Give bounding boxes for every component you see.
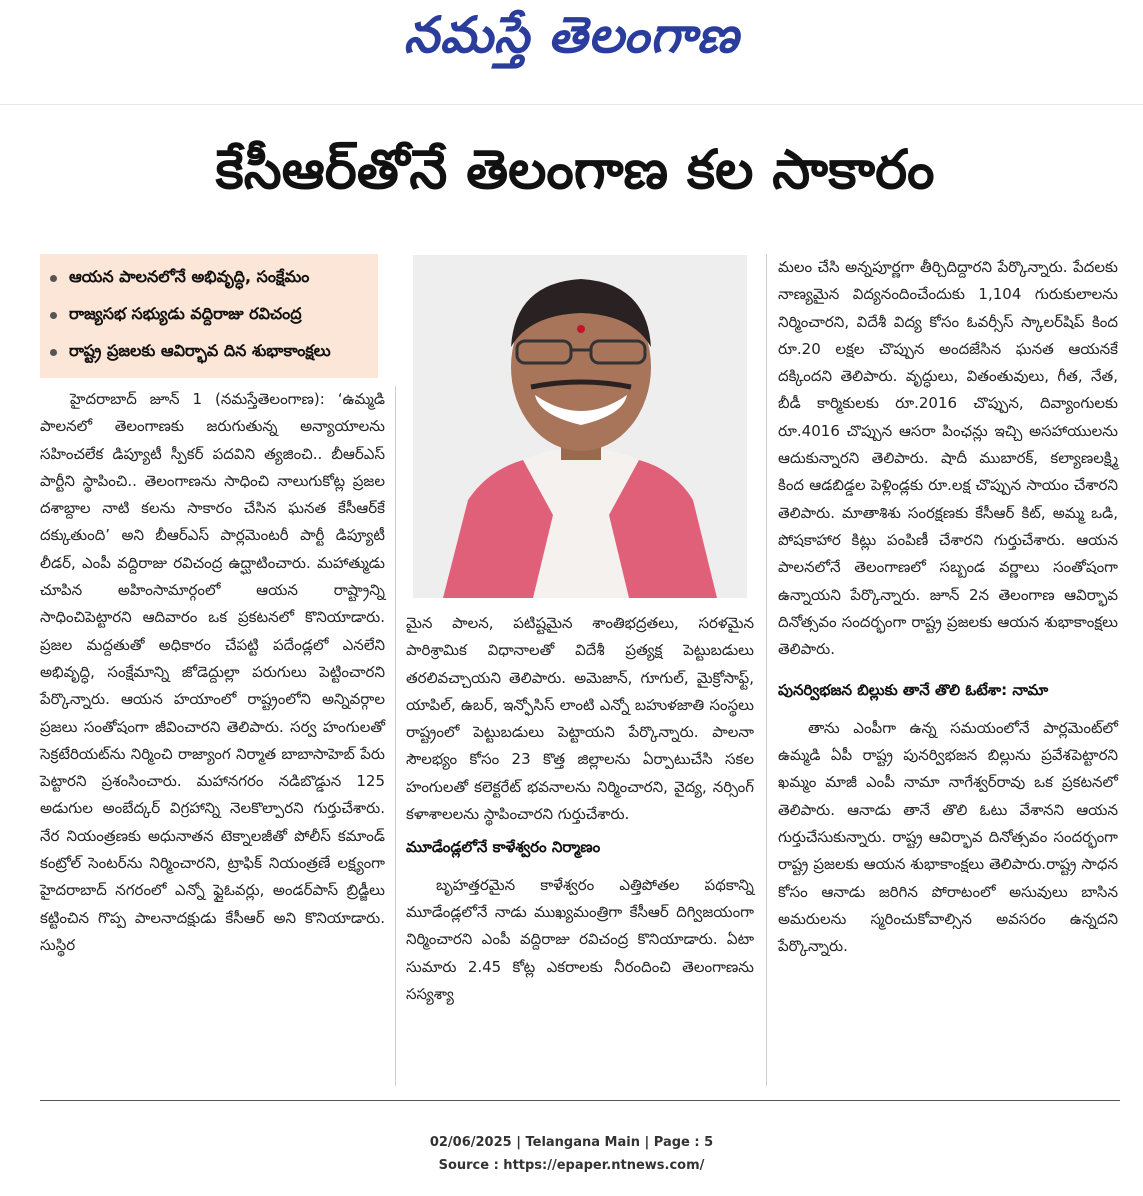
highlight-item (50, 260, 368, 297)
article-paragraph: హైదరాబాద్ జూన్ 1 (నమస్తేతెలంగాణ): ‘ఉమ్మడి పాలనలో తెలంగాణకు జరుగుతున్న అన్యాయాలను సహించలేక డిప్యూటీ స్పీకర్ పదవిని త్యజించి.. బీఆర్ఎస్ పార్టీని స్థాపించి.. తెలంగాణను సాధించి నాలుగుకోట్ల ప్రజల దశాబ్దాల నాటి కలను సాకారం చేసిన ఘనత కేసీఆర్‌కే దక్కుతుంది’ అని బీఆర్ఎస్ పార్లమెంటరీ పార్టీ డిప్యూటీ లీడర్, ఎంపీ వద్దిరాజు రవిచంద్ర ఉద్ఘాటించారు. మహాత్ముడు చూపిన అహింసామార్గంలో ఆయన రాష్ట్రాన్ని సాధించిపెట్టారని ఆదివారం ఒక ప్రకటనలో కొనియాడారు. ప్రజల మద్దతుతో అధికారం చేపట్టి పదేండ్లలో ఎనలేని అభివృద్ధి, సంక్షేమాన్ని జోడెద్దుల్లా పరుగులు పెట్టించారని పేర్కొన్నారు. ఆయన హయాంలో రాష్ట్రంలోని అన్నివర్గాల ప్రజలు సంతోషంగా జీవించారని తెలిపారు. సర్వ హంగులతో సెక్రటేరియట్‌ను నిర్మించి రాజ్యాంగ నిర్మాత బాబాసాహెబ్ పేరు పెట్టారని ప్రశంసించారు. మహానగరం నడిబొడ్డున 125 అడుగుల అంబేద్కర్ విగ్రహాన్ని నెలకొల్పారని గుర్తుచేశారు. నేర నియంత్రణకు అధునాతన టెక్నాలజీతో పోలీస్ కమాండ్ కంట్రోల్ సెంటర్‌ను నిర్మించారని, ట్రాఫిక్ నియంత్రణే లక్ష్యంగా హైదరాబాద్ నగరంలో ఎన్నో ఫ్లైఓవర్లు, అండర్‌పాస్ బ్రిడ్జీలు కట్టించిన గొప్ప పాలనాదక్షుడు కేసీఆర్ అని కొనియాడారు. సుస్థిర (40, 390, 385, 954)
highlight-text: రాజ్యసభ సభ్యుడు వద్దిరాజు రవిచంద్ర (69, 304, 302, 323)
article-paragraph: మైన పాలన, పటిష్టమైన శాంతిభద్రతలు, సరళమైన పారిశ్రామిక విధానాలతో విదేశీ ప్రత్యక్ష పెట్టుబడులు తరలివచ్చాయని తెలిపారు. అమెజాన్, గూగుల్, మైక్రోసాఫ్ట్, యాపిల్, ఉబర్, ఇన్ఫోసిస్ లాంటి ఎన్నో బహుళజాతి సంస్థలు రాష్ట్రంలో పెట్టుబడులు పెట్టాయని పేర్కొన్నారు. పాలనా సౌలభ్యం కోసం 23 కొత్త జిల్లాలను ఏర్పాటుచేసి సకల హంగులతో కలెక్టరేట్ భవనాలను నిర్మించారని, వైద్య, నర్సింగ్ కళాశాలలను స్థాపించారని గుర్తుచేశారు. (406, 614, 754, 824)
bullet-icon (50, 275, 57, 282)
footer-source-line: Source : https://epaper.ntnews.com/ (438, 1158, 705, 1173)
masthead-divider (0, 104, 1143, 105)
article-column-2 (406, 610, 754, 1008)
article-column-1 (40, 386, 385, 959)
article-paragraph: బృహత్తరమైన కాళేశ్వరం ఎత్తిపోతల పథకాన్ని మూడేండ్లలోనే నాడు ముఖ్యమంత్రిగా కేసీఆర్ దిగ్విజయంగా నిర్మించారని ఎంపీ వద్దిరాజు రవిచంద్ర కొనియాడారు. ఏటా సుమారు 2.45 కోట్ల ఎకరాలకు నీరందించి తెలంగాణను సస్యశ్యా (406, 875, 754, 1003)
bullet-icon (50, 349, 57, 356)
footer-divider (40, 1100, 1120, 1101)
bullet-icon (50, 312, 57, 319)
masthead-logo: నమస్తే తెలంగాణ (403, 6, 740, 64)
subheading: మూడేండ్లలోనే కాళేశ్వరం నిర్మాణం (406, 838, 601, 857)
highlight-text: ఆయన పాలనలోనే అభివృద్ధి, సంక్షేమం (69, 267, 310, 286)
highlight-item (50, 334, 368, 371)
headline: కేసీఆర్‌తోనే తెలంగాణ కల సాకారం (215, 138, 935, 201)
article-column-3 (778, 254, 1118, 960)
column-divider (766, 254, 767, 1086)
highlights-box (40, 254, 378, 378)
subheading: పునర్విభజన బిల్లుకు తానే తొలి ఓటేశా: నామా (778, 681, 1049, 700)
highlight-text: రాష్ట్ర ప్రజలకు ఆవిర్భావ దిన శుభాకాంక్షలు (69, 341, 331, 360)
portrait-image (413, 255, 747, 598)
article-paragraph: మలం చేసి అన్నపూర్ణగా తీర్చిదిద్దారని పేర్కొన్నారు. పేదలకు నాణ్యమైన విద్యనందించేందుకు 1,104 గురుకులాలను నిర్మించారని, విదేశీ విద్య కోసం ఓవర్సీస్ స్కాలర్‌షిప్ కింద రూ.20 లక్షల చొప్పున అందజేసిన ఘనత ఆయనకే దక్కిందని తెలిపారు. వృద్ధులు, వితంతువులు, గీత, నేత, బీడీ కార్మికులకు రూ.2016 చొప్పున, దివ్యాంగులకు రూ.4016 చొప్పున ఆసరా పింఛన్లు ఇచ్చి అసహాయులను ఆదుకున్నారని తెలిపారు. షాదీ ముబారక్, కల్యాణలక్ష్మి కింద ఆడబిడ్డల పెళ్లిండ్లకు రూ.లక్ష చొప్పున సాయం చేశారని తెలిపారు. మాతాశిశు సంరక్షణకు కేసీఆర్ కిట్, అమ్మ ఒడి, పోషకాహార కిట్లు పంపిణీ చేశారని గుర్తుచేశారు. ఆయన పాలనలోనే తెలంగాణలో సబ్బండ వర్ణాలు సంతోషంగా ఉన్నాయని పేర్కొన్నారు. జూన్ 2న తెలంగాణ ఆవిర్భావ దినోత్సవం సందర్భంగా రాష్ట్ర ప్రజలకు ఆయన శుభాకాంక్షలు తెలిపారు. (778, 258, 1118, 659)
column-divider (395, 386, 396, 1086)
leader-photo (413, 255, 747, 598)
footer-date-line: 02/06/2025 | Telangana Main | Page : 5 (429, 1135, 714, 1150)
article-paragraph: తాను ఎంపీగా ఉన్న సమయంలోనే పార్లమెంట్‌లో ఉమ్మడి ఏపీ రాష్ట్ర పునర్విభజన బిల్లును ప్రవేశపెట్టారని ఖమ్మం మాజీ ఎంపీ నామా నాగేశ్వర్‌రావు ఒక ప్రకటనలో తెలిపారు. ఆనాడు తానే తొలి ఓటు వేశానని ఆయన గుర్తుచేసుకున్నారు. రాష్ట్ర ఆవిర్భావ దినోత్సవం సందర్భంగా రాష్ట్ర ప్రజలకు ఆయన శుభాకాంక్షలు తెలిపారు.రాష్ట్ర సాధన కోసం ఆనాడు జరిగిన పోరాటంలో అసువులు బాసిన అమరులను స్మరించుకోవాల్సిన అవసరం ఉన్నదని పేర్కొన్నారు. (778, 718, 1118, 956)
highlight-item (50, 297, 368, 334)
